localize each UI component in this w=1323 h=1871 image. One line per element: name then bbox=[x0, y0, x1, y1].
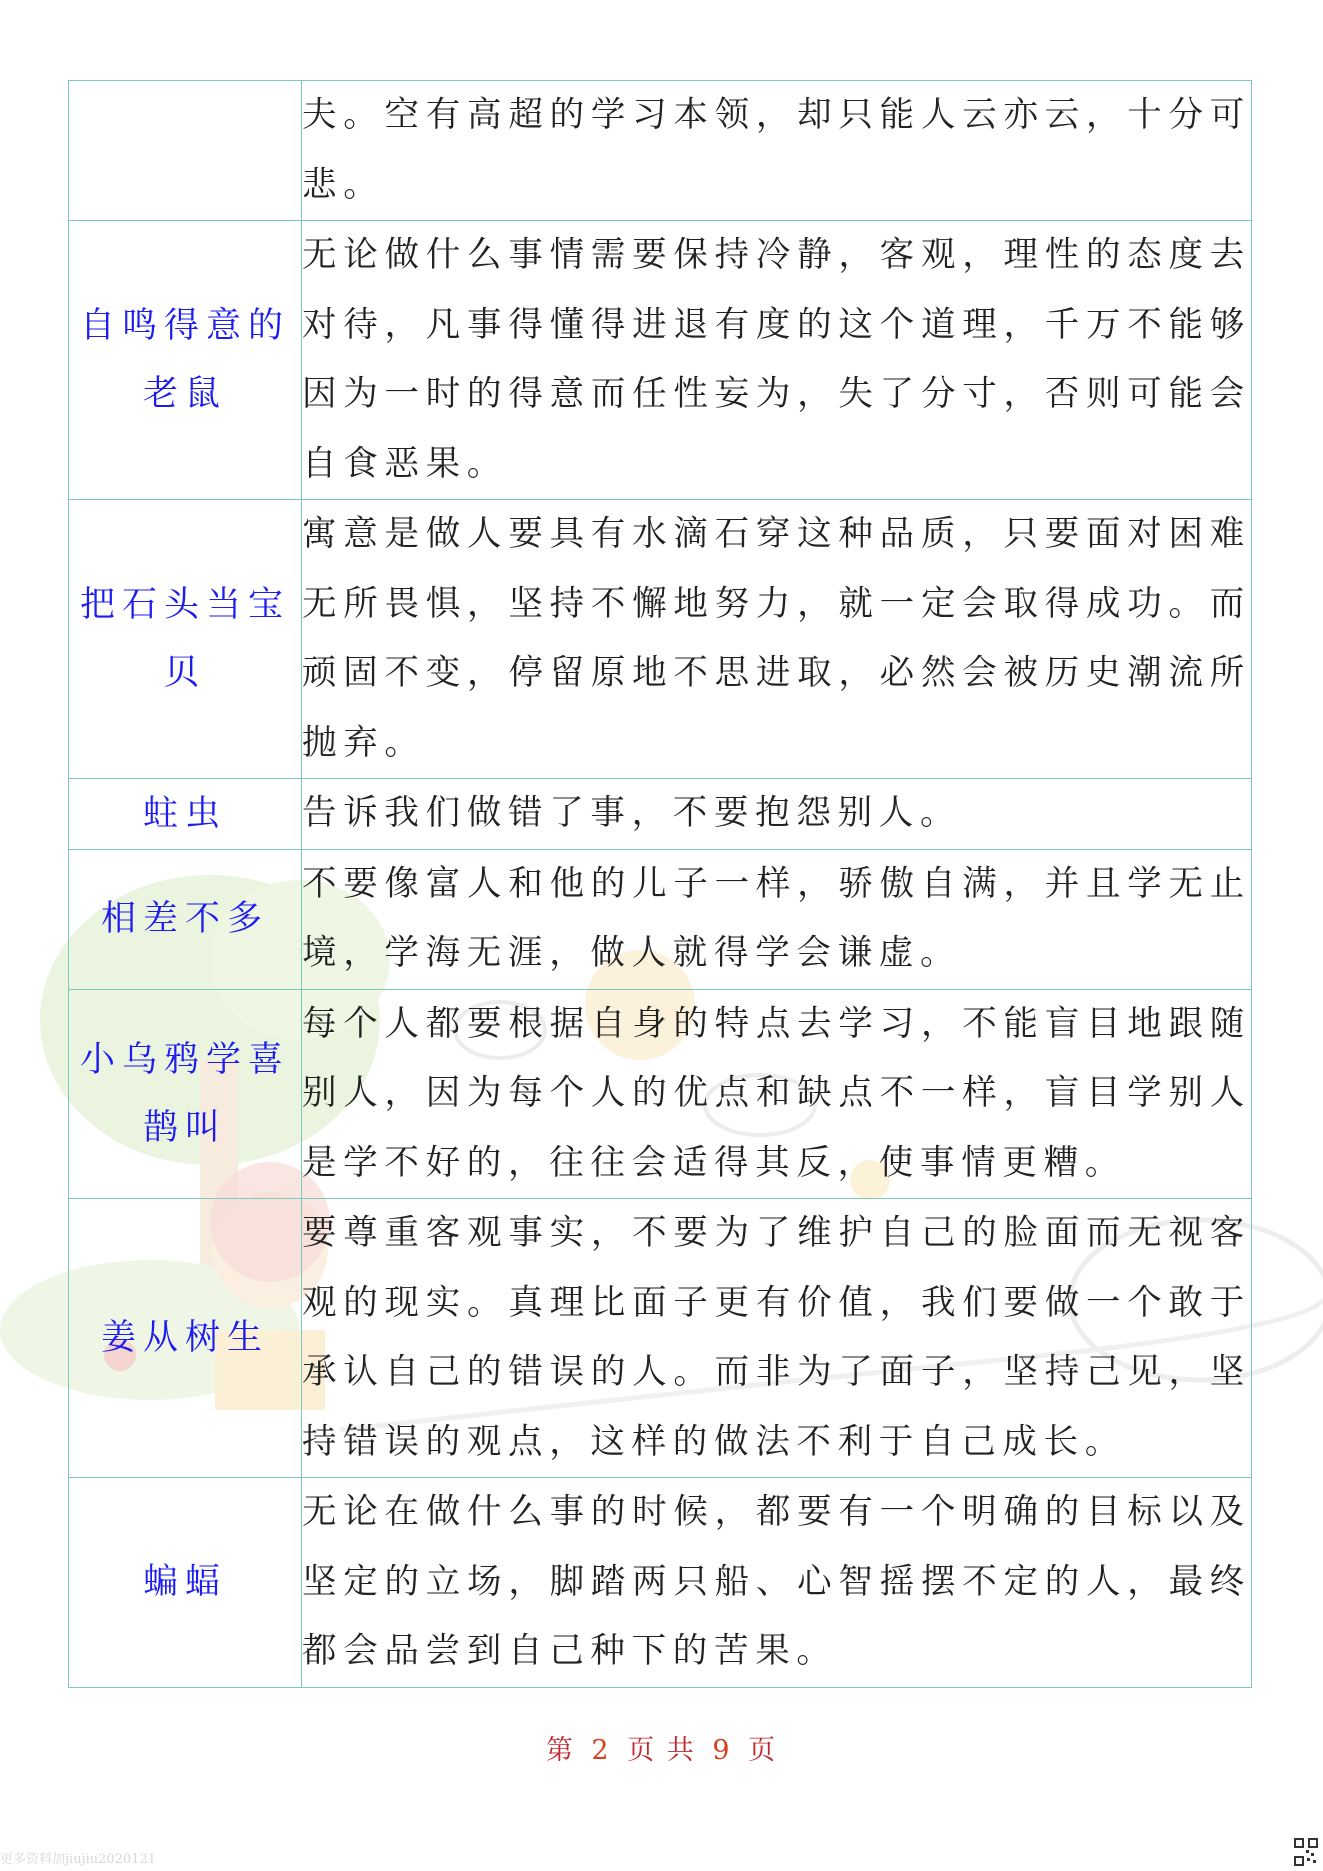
story-title bbox=[69, 81, 302, 221]
story-moral: 寓意是做人要具有水滴石穿这种品质，只要面对困难无所畏惧，坚持不懈地努力，就一定会取得成功。而顽固不变，停留原地不思进取，必然会被历史潮流所抛弃。 bbox=[302, 500, 1252, 779]
table-row bbox=[69, 500, 1252, 779]
story-title: 自鸣得意的老鼠 bbox=[69, 221, 302, 500]
table-row bbox=[69, 1199, 1252, 1478]
story-title: 蛀虫 bbox=[69, 779, 302, 850]
story-title: 把石头当宝贝 bbox=[69, 500, 302, 779]
story-moral: 无论做什么事情需要保持冷静，客观，理性的态度去对待，凡事得懂得进退有度的这个道理，千万不能够因为一时的得意而任性妄为，失了分寸，否则可能会自食恶果。 bbox=[302, 221, 1252, 500]
table-row bbox=[69, 989, 1252, 1199]
story-moral: 告诉我们做错了事，不要抱怨别人。 bbox=[302, 779, 1252, 850]
story-moral: 每个人都要根据自身的特点去学习，不能盲目地跟随别人，因为每个人的优点和缺点不一样，盲目学别人是学不好的，往往会适得其反，使事情更糟。 bbox=[302, 989, 1252, 1199]
story-title: 姜从树生 bbox=[69, 1199, 302, 1478]
page-suffix: 页 bbox=[748, 1735, 778, 1766]
qr-code-icon bbox=[1294, 1838, 1318, 1866]
story-title: 小乌鸦学喜鹊叫 bbox=[69, 989, 302, 1199]
table-row bbox=[69, 221, 1252, 500]
total-pages: 9 bbox=[712, 1735, 732, 1766]
fable-moral-table bbox=[68, 80, 1252, 1688]
table-row bbox=[69, 1478, 1252, 1688]
story-moral: 无论在做什么事的时候，都要有一个明确的目标以及坚定的立场，脚踏两只船、心智摇摆不定的人，最终都会品尝到自己种下的苦果。 bbox=[302, 1478, 1252, 1688]
page-prefix: 第 bbox=[545, 1735, 575, 1766]
table-row bbox=[69, 849, 1252, 989]
story-title: 相差不多 bbox=[69, 849, 302, 989]
story-moral: 不要像富人和他的儿子一样，骄傲自满，并且学无止境，学海无涯，做人就得学会谦虚。 bbox=[302, 849, 1252, 989]
story-title: 蝙蝠 bbox=[69, 1478, 302, 1688]
page-middle: 页 共 bbox=[627, 1735, 696, 1766]
page-number bbox=[0, 1728, 1323, 1767]
current-page: 2 bbox=[591, 1735, 611, 1766]
story-moral: 夫。空有高超的学习本领，却只能人云亦云，十分可悲。 bbox=[302, 81, 1252, 221]
watermark-text: 更多资料加jiujiu2020121 bbox=[0, 1852, 157, 1867]
story-moral: 要尊重客观事实，不要为了维护自己的脸面而无视客观的现实。真理比面子更有价值，我们要做一个敢于承认自己的错误的人。而非为了面子，坚持己见，坚持错误的观点，这样的做法不利于自己成长。 bbox=[302, 1199, 1252, 1478]
table-row bbox=[69, 81, 1252, 221]
table-row bbox=[69, 779, 1252, 850]
